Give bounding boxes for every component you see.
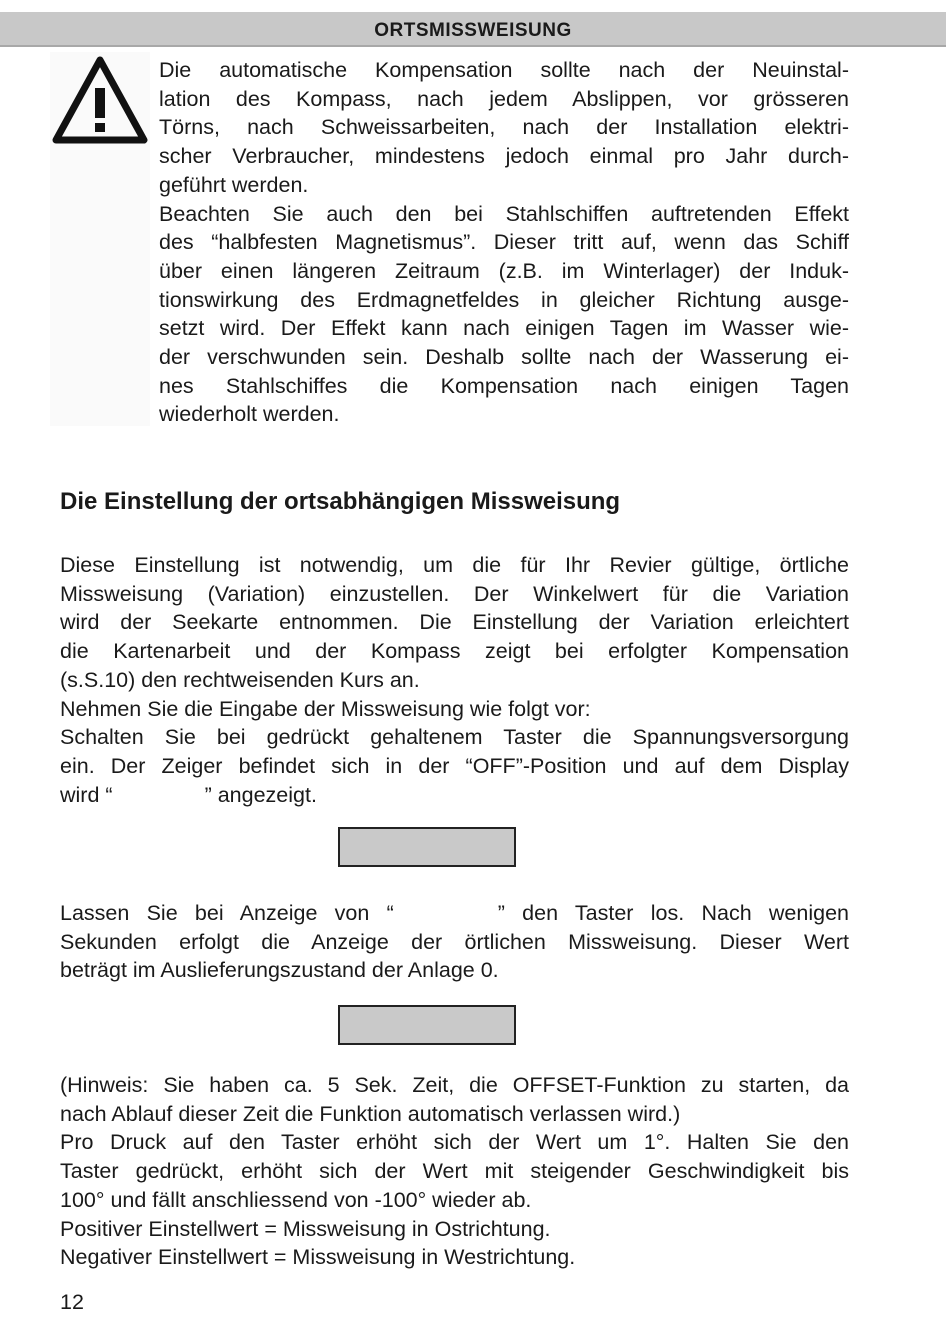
warning-line: Törns, nach Schweissarbeiten, nach der Installation elektri- (159, 115, 849, 140)
inline-text: ” den Taster los. Nach wenigen (497, 901, 849, 925)
warning-line: wiederholt werden. (159, 402, 340, 427)
paragraph-line: Positiver Einstellwert = Missweisung in Ostrichtung. (60, 1216, 551, 1241)
hint-paragraph (60, 1071, 849, 1272)
paragraph-line (60, 781, 849, 810)
section-header-title: ORTSMISSWEISUNG (374, 20, 572, 41)
inline-text: ” angezeigt. (204, 782, 317, 807)
display-indicator-off (338, 827, 516, 867)
paragraph-line: Negativer Einstellwert = Missweisung in Westrichtung. (60, 1245, 576, 1270)
paragraph-line: wird der Seekarte entnommen. Die Einstellung der Variation erleichtert (60, 610, 849, 635)
paragraph-line: Missweisung (Variation) einzustellen. Der Winkelwert für die Variation (60, 581, 849, 606)
paragraph-line: nach Ablauf dieser Zeit die Funktion automatisch verlassen wird.) (60, 1101, 681, 1126)
paragraph-line: Taster gedrückt, erhöht sich der Wert mit steigender Geschwindigkeit bis (60, 1159, 849, 1184)
warning-sign (50, 52, 150, 426)
section-heading: Die Einstellung der ortsabhängigen Missweisung (60, 488, 621, 515)
warning-line: setzt wird. Der Effekt kann nach einigen Tagen im Wasser wie- (159, 316, 849, 341)
warning-text (159, 56, 849, 429)
warning-line: des “halbfesten Magnetismus”. Dieser tritt auf, wenn das Schiff (159, 230, 849, 255)
paragraph-line: Nehmen Sie die Eingabe der Missweisung wie folgt vor: (60, 696, 591, 721)
warning-line: Die automatische Kompensation sollte nach der Neuinstal- (159, 58, 849, 82)
warning-line: scher Verbraucher, mindestens jedoch einmal pro Jahr durch- (159, 144, 849, 169)
warning-line: Beachten Sie auch den bei Stahlschiffen auftretenden Effekt (159, 201, 849, 226)
warning-line: tionswirkung des Erdmagnetfeldes in gleicher Richtung ausge- (159, 287, 849, 312)
warning-triangle-icon (50, 52, 150, 426)
paragraph-line: beträgt im Auslieferungszustand der Anlage 0. (60, 958, 499, 983)
paragraph-line: (Hinweis: Sie haben ca. 5 Sek. Zeit, die OFFSET-Funktion zu starten, da (60, 1073, 849, 1097)
inline-text: wird “ (60, 782, 113, 807)
paragraph-line: Schalten Sie bei gedrückt gehaltenem Taster die Spannungsversorgung (60, 725, 849, 750)
warning-line: über einen längeren Zeitraum (z.B. im Winterlager) der Induk- (159, 258, 849, 283)
paragraph-line (60, 899, 849, 928)
paragraph-line: die Kartenarbeit und der Kompass zeigt bei erfolgter Kompensation (60, 639, 849, 664)
inline-text: Lassen Sie bei Anzeige von “ (60, 901, 394, 925)
warning-line: lation des Kompass, nach jedem Abslippen, vor grösseren (159, 86, 849, 111)
intro-paragraph (60, 551, 849, 809)
paragraph-line: ein. Der Zeiger befindet sich in der “OFF”-Position und auf dem Display (60, 753, 849, 778)
release-paragraph (60, 899, 849, 985)
warning-line: der verschwunden sein. Deshalb sollte nach der Wasserung ei- (159, 345, 849, 370)
warning-line: nes Stahlschiffes die Kompensation nach einigen Tagen (159, 373, 849, 398)
paragraph-line: Pro Druck auf den Taster erhöht sich der Wert um 1°. Halten Sie den (60, 1130, 849, 1155)
display-indicator-value (338, 1005, 516, 1045)
paragraph-line: Sekunden erfolgt die Anzeige der örtlichen Missweisung. Dieser Wert (60, 929, 849, 954)
paragraph-line: (s.S.10) den rechtweisenden Kurs an. (60, 667, 420, 692)
paragraph-line: 100° und fällt anschliessend von -100° wieder ab. (60, 1187, 532, 1212)
page-number: 12 (60, 1290, 84, 1314)
warning-line: geführt werden. (159, 172, 309, 197)
paragraph-line: Diese Einstellung ist notwendig, um die für Ihr Revier gültige, örtliche (60, 553, 849, 577)
section-header-bar (0, 12, 946, 47)
